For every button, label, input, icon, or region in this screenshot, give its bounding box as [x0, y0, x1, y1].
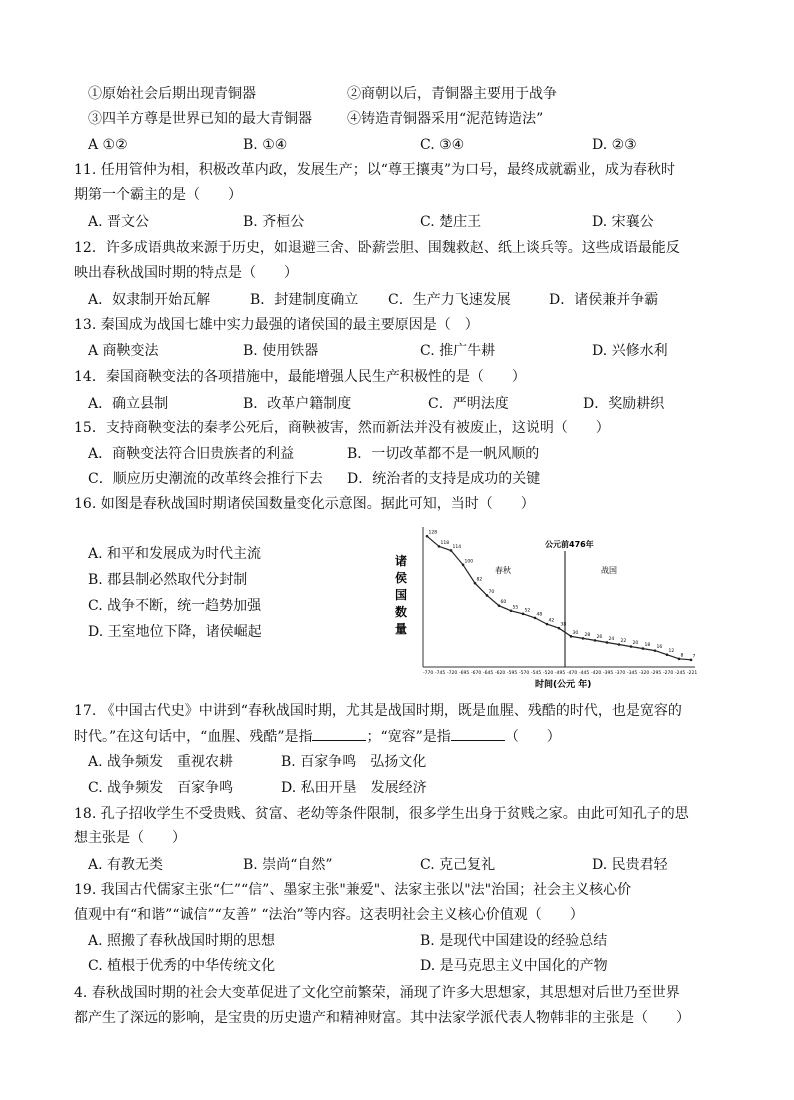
q15-option-a: A．商鞅变法符合旧贵族者的利益 — [88, 446, 295, 462]
x-tick-label: -645 — [483, 671, 494, 676]
data-label: 7 — [692, 654, 696, 660]
x-tick-label: -520 — [543, 671, 554, 676]
q15-option-d: D．统治者的支持是成功的关键 — [347, 471, 541, 487]
data-label: 118 — [440, 540, 450, 546]
q10-statement-3: ③四羊方尊是世界已知的最大青铜器 — [88, 111, 312, 127]
q10-statement-4: ④铸造青铜器采用“泥范铸造法” — [347, 111, 544, 127]
data-label: 60 — [500, 600, 507, 606]
q17-stem-line1: 17. 《中国古代史》中讲到“春秋战国时期，尤其是战国时期，既是血腥、残酷的时代，也是宽容的 — [74, 703, 682, 719]
q18-stem-line2: 想主张是（ ） — [74, 830, 186, 846]
q17-stem-line2 — [74, 726, 561, 747]
data-label: 22 — [620, 639, 627, 645]
q16-option-c: C. 战争不断，统一趋势加强 — [88, 598, 262, 614]
data-label: 42 — [548, 618, 555, 624]
q15-option-c: C．顺应历史潮流的改革终会推行下去 — [88, 471, 323, 487]
q11-stem-line1: 11. 任用管仲为相，积极改革内政，发展生产；以“尊王攘夷”为口号，最终成就霸业，成为春秋时 — [74, 162, 676, 178]
x-tick-label: -295 — [651, 671, 662, 676]
q19-option-d: D. 是马克思主义中国化的产物 — [420, 958, 608, 974]
x-tick-label: -495 — [555, 671, 566, 676]
q17-stem-part3: （ ） — [504, 729, 561, 745]
x-tick-label: -695 — [459, 671, 470, 676]
q10-option-d: D. ②③ — [592, 137, 637, 153]
x-tick-label: -470 — [567, 671, 578, 676]
x-tick-label: -270 — [663, 671, 674, 676]
data-label: 18 — [644, 643, 651, 649]
data-label: 48 — [536, 612, 543, 618]
x-tick-label: -370 — [615, 671, 626, 676]
x-tick-label: -245 — [675, 671, 686, 676]
data-label: 82 — [476, 577, 483, 583]
series-line — [427, 536, 691, 660]
q14-option-b: B．改革户籍制度 — [243, 396, 352, 412]
x-tick-label: -320 — [639, 671, 650, 676]
region-label-chunqiu: 春秋 — [495, 566, 511, 575]
q12-stem-line1: 12．许多成语典故来源于历史，如退避三舍、卧薪尝胆、围魏救赵、纸上谈兵等。这些成语最能反 — [74, 240, 680, 256]
data-label: 55 — [512, 605, 519, 611]
data-label: 8 — [680, 653, 684, 659]
q19-option-b: B. 是现代中国建设的经验总结 — [420, 933, 608, 949]
q19-option-a: A. 照搬了春秋战国时期的思想 — [88, 933, 276, 949]
q19-stem-line2: 值观中有“和谐”“诚信”“友善” “法治”等内容。这表明社会主义核心价值观（ ） — [74, 907, 584, 923]
data-label: 12 — [668, 649, 675, 655]
q17-option-d: D. 私田开垦 发展经济 — [281, 780, 427, 796]
vassal-states-count-chart — [387, 521, 699, 691]
q12-option-a: A．奴隶制开始瓦解 — [88, 292, 211, 308]
x-tick-label: -720 — [447, 671, 458, 676]
data-label: 100 — [464, 559, 474, 565]
q14-option-c: C．严明法度 — [428, 396, 509, 412]
data-label: 24 — [608, 636, 615, 642]
q15-stem: 15．支持商鞅变法的秦孝公死后，商鞅被害，然而新法并没有被废止，这说明（ ） — [74, 420, 610, 436]
x-tick-label: -221 — [687, 671, 698, 676]
q10-statement-1: ①原始社会后期出现青铜器 — [88, 86, 256, 102]
chart-xlabel: 时间(公元 年) — [535, 680, 592, 690]
q10-option-c: C. ③④ — [420, 137, 465, 153]
x-tick-label: -395 — [603, 671, 614, 676]
q18-option-a: A. 有教无类 — [88, 857, 164, 873]
x-tick-label: -345 — [627, 671, 638, 676]
divider-label: 公元前476年 — [545, 540, 594, 549]
x-tick-label: -570 — [519, 671, 530, 676]
q17-blank-2[interactable] — [451, 726, 505, 741]
q10-option-a: A ①② — [88, 137, 128, 153]
q15-option-b: B．一切改革都不是一帆风顺的 — [347, 446, 540, 462]
data-label: 30 — [572, 630, 579, 636]
x-tick-label: -595 — [507, 671, 518, 676]
x-tick-label: -545 — [531, 671, 542, 676]
region-label-zhanguo: 战国 — [601, 566, 617, 575]
q13-option-d: D. 兴修水利 — [592, 343, 668, 359]
x-tick-label: -620 — [495, 671, 506, 676]
data-label: 114 — [452, 544, 462, 550]
q13-stem: 13. 秦国成为战国七雄中实力最强的诸侯国的最主要原因是（ ） — [74, 317, 479, 333]
q13-option-b: B. 使用铁器 — [243, 343, 319, 359]
q13-option-c: C. 推广牛耕 — [420, 343, 496, 359]
q19-stem-line1: 19. 我国古代儒家主张“仁”“信”、墨家主张"兼爱"、法家主张以"法"治国；社会主义核心价 — [74, 882, 632, 898]
data-label: 16 — [656, 645, 663, 651]
data-label: 38 — [560, 622, 567, 628]
q18-option-b: B. 崇尚“自然” — [243, 857, 333, 873]
data-label: 128 — [428, 530, 438, 536]
data-label: 28 — [584, 632, 591, 638]
q10-statement-2: ②商朝以后，青铜器主要用于战争 — [347, 86, 557, 102]
q14-option-d: D．奖励耕织 — [583, 396, 665, 412]
x-tick-label: -670 — [471, 671, 482, 676]
x-tick-label: -770 — [423, 671, 434, 676]
q11-option-d: D. 宋襄公 — [592, 214, 654, 230]
q18-stem-line1: 18. 孔子招收学生不受贵贱、贫富、老幼等条件限制，很多学生出身于贫贱之家。由此可知孔子的思 — [74, 806, 689, 822]
q11-option-a: A. 晋文公 — [88, 214, 150, 230]
q17-stem-part2: ；“宽容”是指 — [366, 729, 451, 745]
q16-stem: 16. 如图是春秋战国时期诸侯国数量变化示意图。据此可知，当时（ ） — [74, 496, 535, 512]
q17-stem-part1: 时代。”在这句话中，“血腥、残酷”是指 — [74, 729, 313, 745]
data-label: 70 — [488, 589, 495, 595]
q17-blank-1[interactable] — [312, 726, 366, 741]
q11-option-b: B. 齐桓公 — [243, 214, 305, 230]
q11-stem-line2: 期第一个霸主的是（ ） — [74, 187, 242, 203]
q19-option-c: C. 植根于优秀的中华传统文化 — [88, 958, 276, 974]
x-tick-label: -445 — [579, 671, 590, 676]
q11-option-c: C. 楚庄王 — [420, 214, 482, 230]
q4-stem-line1: 4. 春秋战国时期的社会大变革促进了文化空前繁荣，涌现了许多大思想家，其思想对后世乃至世界 — [74, 985, 680, 1001]
data-label: 52 — [524, 608, 531, 614]
q12-option-c: C．生产力飞速发展 — [388, 292, 511, 308]
q17-option-a: A. 战争频发 重视农耕 — [88, 754, 234, 770]
q12-option-d: D．诸侯兼并争霸 — [549, 292, 659, 308]
q12-stem-line2: 映出春秋战国时期的特点是（ ） — [74, 265, 298, 281]
q12-option-b: B．封建制度确立 — [250, 292, 359, 308]
q17-option-b: B. 百家争鸣 弘扬文化 — [281, 754, 427, 770]
q4-stem-line2: 都产生了深远的影响，是宝贵的历史遗产和精神财富。其中法家学派代表人物韩非的主张是（ ） — [74, 1010, 690, 1026]
x-tick-label: -420 — [591, 671, 602, 676]
x-tick-label: -745 — [435, 671, 446, 676]
q14-option-a: A．确立县制 — [88, 396, 169, 412]
q16-option-a: A. 和平和发展成为时代主流 — [88, 546, 262, 562]
q18-option-d: D. 民贵君轻 — [592, 857, 668, 873]
q17-option-c: C. 战争频发 百家争鸣 — [88, 780, 234, 796]
q16-option-d: D. 王室地位下降，诸侯崛起 — [88, 624, 262, 640]
q18-option-c: C. 克己复礼 — [420, 857, 496, 873]
data-label: 26 — [596, 634, 603, 640]
q13-option-a: A 商鞅变法 — [88, 343, 159, 359]
data-label: 20 — [632, 641, 639, 647]
q14-stem: 14．秦国商鞅变法的各项措施中，最能增强人民生产积极性的是（ ） — [74, 369, 526, 385]
chart-ylabel: 诸侯国数量 — [395, 554, 408, 636]
q16-option-b: B. 郡县制必然取代分封制 — [88, 572, 248, 588]
q10-option-b: B. ①④ — [243, 137, 288, 153]
